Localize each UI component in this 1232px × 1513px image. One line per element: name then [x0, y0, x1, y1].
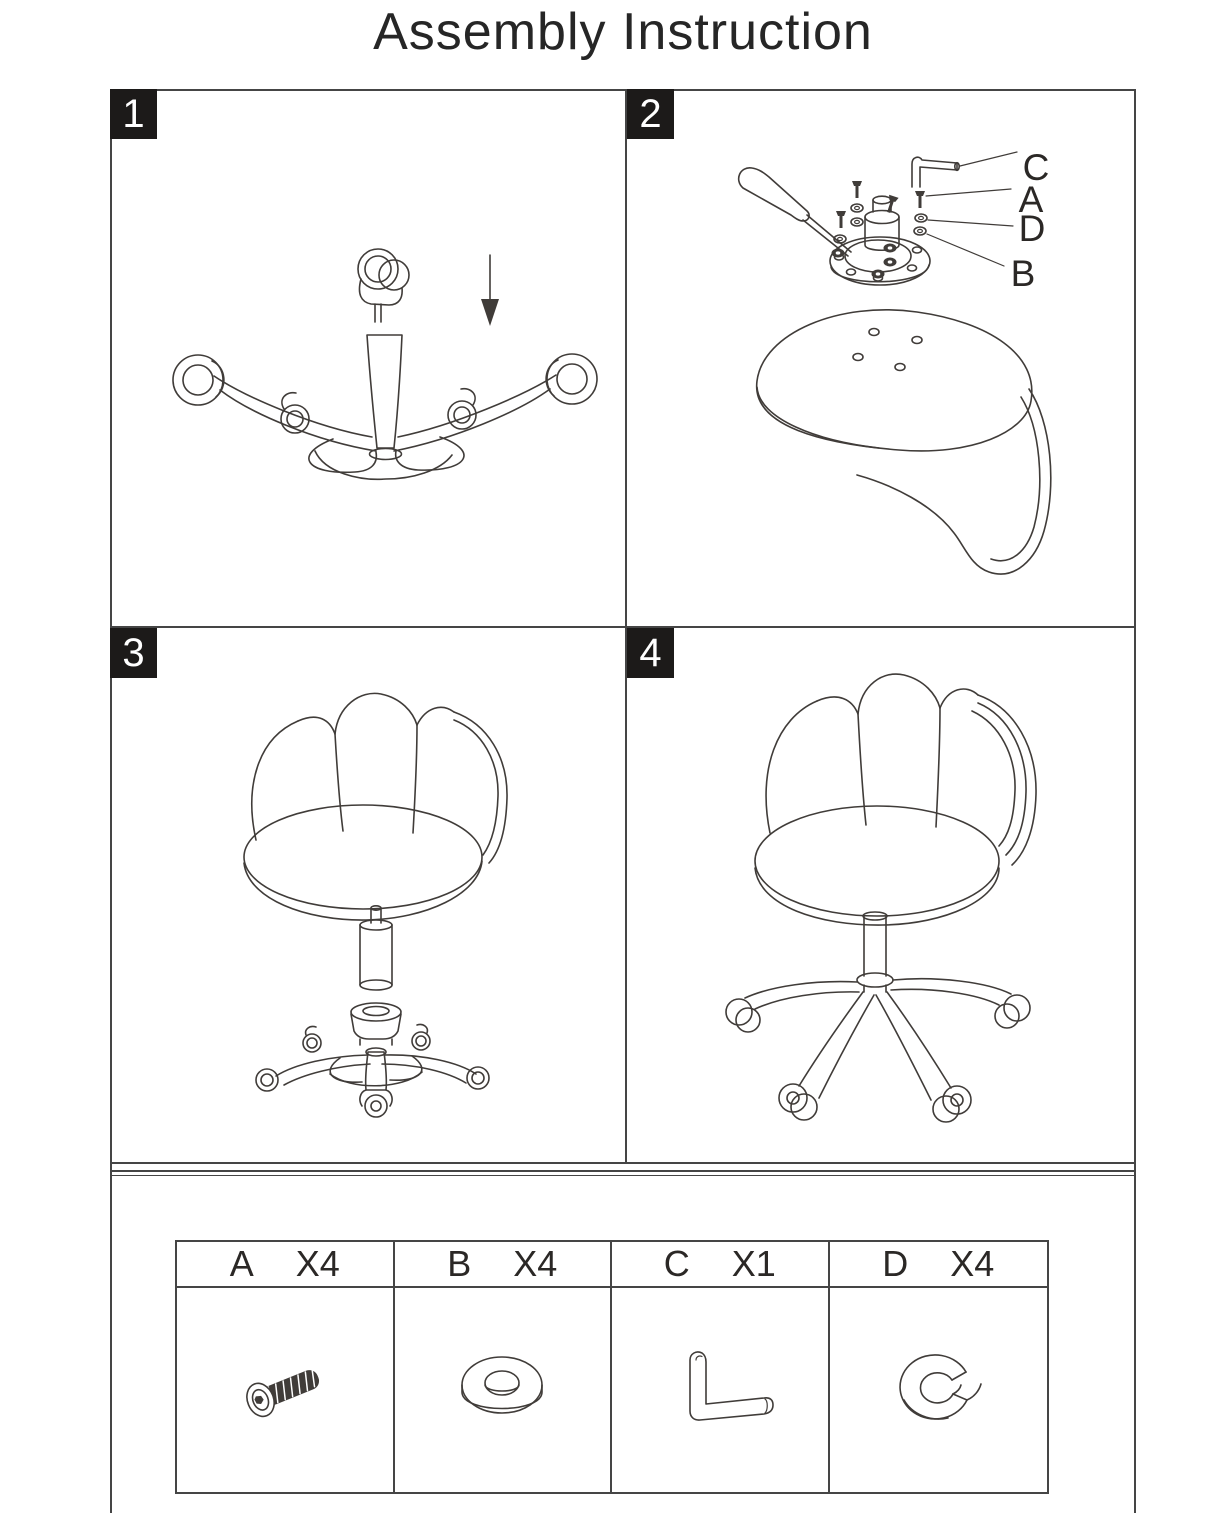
callout-label-d: D [1018, 208, 1046, 249]
shell-chair-seat-drawing [244, 693, 507, 920]
step-1-illustration [110, 89, 627, 628]
callout-label-c: C [1022, 147, 1050, 188]
hardware-header-c [612, 1242, 830, 1288]
split-lock-washer-icon [868, 1330, 1008, 1450]
step-4-badge [627, 628, 674, 678]
step-2-illustration [627, 89, 1136, 628]
hardware-table [175, 1240, 1049, 1494]
step-2-badge [627, 89, 674, 139]
hardware-section-top-line [110, 1170, 1136, 1172]
part-a-label: A [229, 1243, 254, 1284]
part-b-quantity: X4 [513, 1243, 558, 1284]
step-3-illustration [110, 628, 627, 1164]
callout-label-a: A [1018, 179, 1044, 220]
part-b-label: B [447, 1243, 472, 1284]
step-1-badge [110, 89, 157, 139]
step-4-illustration [627, 628, 1136, 1164]
step-panel-4 [627, 628, 1136, 1164]
step-3-badge [110, 628, 157, 678]
seat-underside-drawing [757, 310, 1051, 574]
assembled-chair-drawing [726, 674, 1036, 1122]
hardware-cell-d [830, 1288, 1048, 1492]
flat-washer-icon [432, 1330, 572, 1450]
part-c-quantity: X1 [731, 1243, 776, 1284]
step-1-number: 1 [122, 92, 145, 136]
part-d-quantity: X4 [950, 1243, 995, 1284]
step-2-number: 2 [639, 92, 662, 136]
plate-fixing-rings [832, 244, 897, 279]
callout-label-b: B [1010, 253, 1036, 294]
hardware-header-d [830, 1242, 1048, 1288]
hardware-header-a [177, 1242, 395, 1288]
part-a-quantity: X4 [295, 1243, 340, 1284]
tilt-clamp-drawing [351, 1003, 401, 1045]
base-star-side-drawing [173, 335, 597, 479]
lever-tool-drawing [739, 168, 851, 256]
page-title: Assembly Instruction [373, 3, 873, 61]
hardware-cell-b [395, 1288, 613, 1492]
step-3-number: 3 [122, 631, 145, 675]
step-panel-1 [110, 89, 627, 628]
step-panel-2 [627, 89, 1136, 628]
part-c-label: C [663, 1243, 690, 1284]
caster-icon [358, 249, 409, 322]
down-arrow-icon [481, 255, 499, 326]
hardware-section-top-line-2 [110, 1175, 1136, 1176]
step-panel-3 [110, 628, 627, 1164]
hardware-cell-c [612, 1288, 830, 1492]
part-d-label: D [882, 1243, 909, 1284]
allen-key-icon [650, 1330, 790, 1450]
hardware-header-b [395, 1242, 613, 1288]
countersunk-bolt-icon [215, 1330, 355, 1450]
hardware-cell-a [177, 1288, 395, 1492]
step-4-number: 4 [639, 631, 662, 675]
allen-key-drawing [912, 157, 959, 187]
